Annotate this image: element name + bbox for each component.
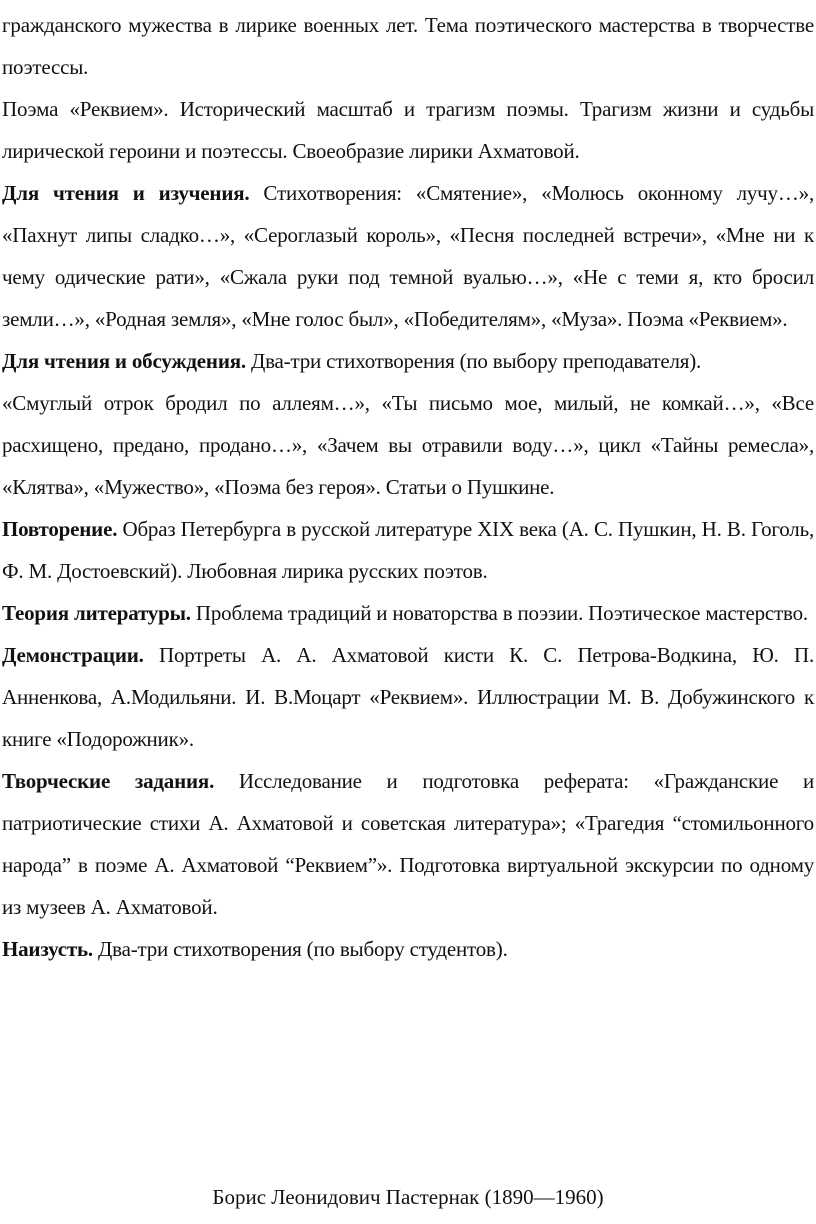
paragraph-poem-list xyxy=(2,382,814,508)
paragraph-text: гражданского мужества в лирике военных лет. Тема поэтического мастерства в творчестве поэтессы. xyxy=(2,13,814,79)
paragraph-creative-tasks xyxy=(2,760,814,928)
paragraph-reading-study xyxy=(2,172,814,340)
section-title-pasternak: Борис Леонидович Пастернак (1890—1960) xyxy=(212,1185,604,1209)
paragraph-literary-theory xyxy=(2,592,814,634)
paragraph-bold-lead: Повторение. xyxy=(2,517,118,541)
paragraph-text: Проблема традиций и новаторства в поэзии. Поэтическое мастерство. xyxy=(190,601,808,625)
paragraph-by-heart xyxy=(2,928,814,970)
paragraph-reading-discussion xyxy=(2,340,814,382)
paragraph-text: Два-три стихотворения (по выбору студентов). xyxy=(92,937,508,961)
paragraph-bold-lead: Для чтения и обсуждения. xyxy=(2,349,246,373)
paragraph-text: Образ Петербурга в русской литературе XIX века (А. С. Пушкин, Н. В. Гоголь, Ф. М. Достоевский). Любовная лирика русских поэтов. xyxy=(2,517,814,583)
paragraph-text: Два-три стихотворения (по выбору преподавателя). xyxy=(245,349,702,373)
paragraph-bold-lead: Демонстрации. xyxy=(2,643,144,667)
paragraph-demonstrations xyxy=(2,634,814,760)
paragraph-text: «Смуглый отрок бродил по аллеям…», «Ты письмо мое, милый, не комкай…», «Все расхищено, предано, продано…», «Зачем вы отравили воду…», цикл «Тайны ремесла», «Клятва», «Мужество», «Поэма без героя». Статьи о Пушкине. xyxy=(2,391,814,499)
paragraph-bold-lead: Творческие задания. xyxy=(2,769,215,793)
paragraph-requiem xyxy=(2,88,814,172)
paragraph-repetition xyxy=(2,508,814,592)
paragraph-text: Портреты А. А. Ахматовой кисти К. С. Петрова-Водкина, Ю. П. Анненкова, А.Модильяни. И. В.Моцарт «Реквием». Иллюстрации М. В. Добужинского к книге «Подорожник». xyxy=(2,643,814,751)
paragraph-text: Исследование и подготовка реферата: «Гражданские и патриотические стихи А. Ахматовой и советская литература»; «Трагедия “стомильонного народа” в поэме А. Ахматовой “Реквием”». Подготовка виртуальной экскурсии по одному из музеев А. Ахматовой. xyxy=(2,769,814,919)
paragraph-text: Поэма «Реквием». Исторический масштаб и трагизм поэмы. Трагизм жизни и судьбы лирической героини и поэтессы. Своеобразие лирики Ахматовой. xyxy=(2,97,814,163)
paragraph-intro-continuation xyxy=(2,4,814,88)
paragraph-bold-lead: Теория литературы. xyxy=(2,601,191,625)
paragraph-bold-lead: Для чтения и изучения. xyxy=(2,181,250,205)
paragraph-text: Стихотворения: «Смятение», «Молюсь оконному лучу…», «Пахнут липы сладко…», «Сероглазый король», «Песня последней встречи», «Мне ни к чему одические рати», «Сжала руки под темной вуалью…», «Не с теми я, кто бросил земли…», «Родная земля», «Мне голос был», «Победителям», «Муза». Поэма «Реквием». xyxy=(2,181,814,331)
paragraph-bold-lead: Наизусть. xyxy=(2,937,93,961)
